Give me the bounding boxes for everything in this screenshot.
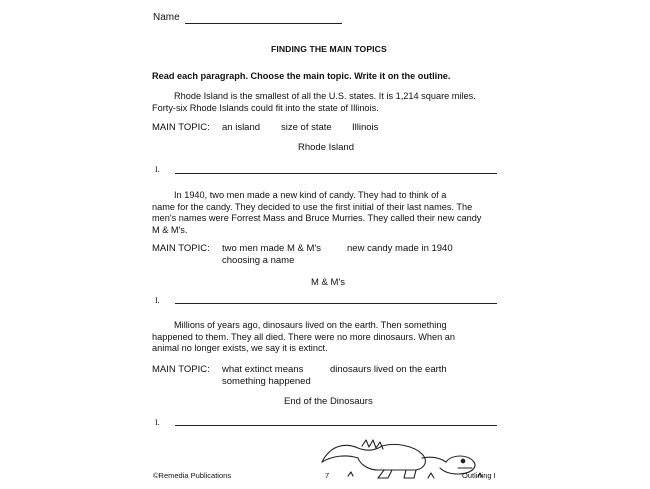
dinosaur-icon	[318, 432, 483, 480]
topic-choice: dinosaurs lived on the earth	[330, 364, 447, 375]
main-topic-label: MAIN TOPIC:	[152, 364, 210, 375]
paragraph-line: name for the candy. They decided to use the first initial of their last names. The	[152, 201, 473, 212]
paragraph-line: animal no longer exists, we say it is extinct.	[152, 343, 328, 354]
outline-subtitle: M & M's	[311, 277, 346, 288]
paragraph-line: In 1940, two men made a new kind of candy. They had to think of a	[174, 190, 447, 200]
outline-number: I.	[155, 296, 160, 305]
paragraph-line: Forty-six Rhode Islands could fit into the state of Illinois.	[152, 102, 379, 113]
paragraph-mms	[152, 190, 502, 236]
topic-choice: what extinct means	[222, 364, 304, 375]
paragraph-line: Millions of years ago, dinosaurs lived on the earth. Then something	[174, 320, 447, 330]
page-title: FINDING THE MAIN TOPICS	[271, 44, 387, 54]
publisher-credit: ©Remedia Publications	[153, 471, 232, 480]
topic-choice: Illinois	[352, 122, 379, 133]
topic-choice: choosing a name	[222, 255, 295, 266]
paragraph-rhode-island	[152, 91, 502, 114]
answer-line[interactable]	[175, 173, 497, 174]
topic-choice: size of state	[281, 122, 332, 133]
topic-choice: an island	[222, 122, 261, 133]
topic-choice: something happened	[222, 376, 311, 387]
paragraph-line: Rhode Island is the smallest of all the U.S. states. It is 1,214 square miles.	[174, 91, 476, 101]
answer-line[interactable]	[175, 303, 497, 304]
outline-number: I.	[155, 165, 160, 174]
paragraph-dinosaurs	[152, 320, 502, 355]
name-field[interactable]	[185, 23, 342, 24]
name-label: Name	[153, 12, 180, 23]
outline-subtitle: Rhode Island	[298, 142, 354, 153]
main-topic-label: MAIN TOPIC:	[152, 243, 210, 254]
topic-choice: two men made M & M's	[222, 243, 321, 254]
page-number: 7	[325, 471, 330, 480]
paragraph-line: men's names were Forrest Mass and Bruce Murries. They called their new candy	[152, 213, 482, 224]
book-title: Outlining I	[462, 471, 496, 480]
instructions: Read each paragraph. Choose the main topic. Write it on the outline.	[152, 71, 451, 81]
outline-number: I.	[155, 418, 160, 427]
paragraph-line: M & M's.	[152, 224, 188, 235]
answer-line[interactable]	[175, 425, 497, 426]
topic-choice: new candy made in 1940	[347, 243, 453, 254]
outline-subtitle: End of the Dinosaurs	[284, 396, 373, 407]
paragraph-line: happened to them. They all died. There were no more dinosaurs. When an	[152, 331, 456, 342]
main-topic-label: MAIN TOPIC:	[152, 122, 210, 133]
